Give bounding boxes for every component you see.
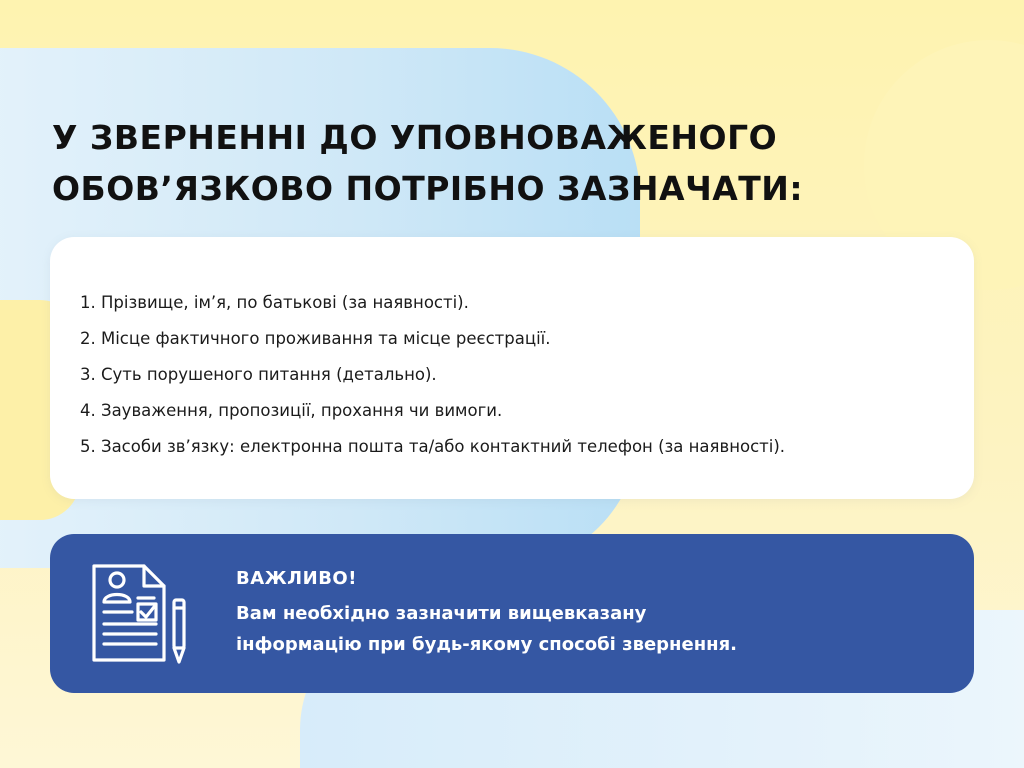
page-title-line-1: У ЗВЕРНЕННІ ДО УПОВНОВАЖЕНОГО	[52, 118, 778, 157]
important-heading: ВАЖЛИВО!	[236, 568, 357, 589]
document-pencil-icon	[90, 562, 190, 666]
requirement-item-2: 2. Місце фактичного проживання та місце реєстрації.	[80, 329, 551, 348]
requirement-item-5: 5. Засоби зв’язку: електронна пошта та/або контактний телефон (за наявності).	[80, 437, 786, 456]
page-title-line-2: ОБОВ’ЯЗКОВО ПОТРІБНО ЗАЗНАЧАТИ:	[52, 169, 804, 208]
requirement-item-4: 4. Зауваження, пропозиції, прохання чи вимоги.	[80, 401, 503, 420]
requirements-list	[80, 285, 785, 465]
important-text-line-2: інформацію при будь-якому способі звернення.	[236, 634, 737, 655]
requirements-card	[50, 237, 974, 499]
important-text-line-1: Вам необхідно зазначити вищевказану	[236, 603, 647, 624]
requirement-item-1: 1. Прізвище, ім’я, по батькові (за наявності).	[80, 293, 469, 312]
page-title	[52, 112, 952, 214]
important-notice-card	[50, 534, 974, 693]
requirement-item-3: 3. Суть порушеного питання (детально).	[80, 365, 437, 384]
important-text	[236, 598, 936, 660]
